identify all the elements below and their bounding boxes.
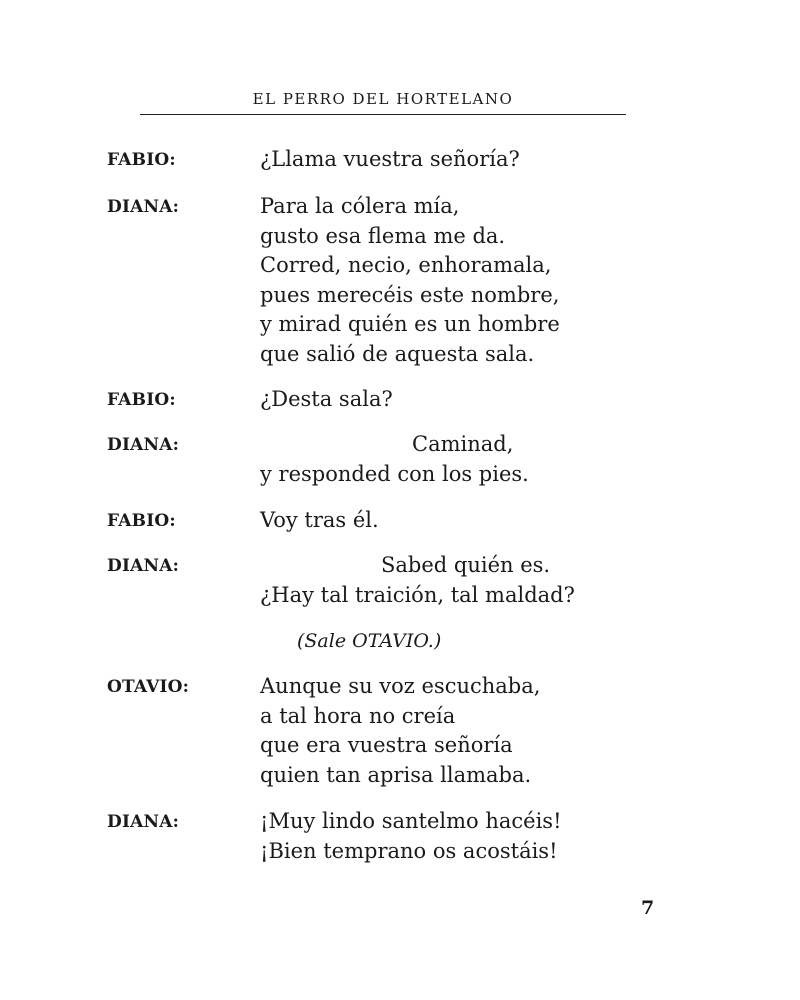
verse-line: Aunque su voz escuchaba, <box>260 674 541 698</box>
speaker-name: OTAVIO: <box>107 677 190 697</box>
page-number: 7 <box>641 897 655 919</box>
verse-line: pues merecéis este nombre, <box>260 282 560 307</box>
verse-line: ¿Llama vuestra señoría? <box>260 147 520 171</box>
verse-lines <box>260 506 680 536</box>
verse-lines <box>260 385 680 415</box>
verse-line: quien tan aprisa llamaba. <box>260 762 532 787</box>
verse-line: Voy tras él. <box>260 508 379 532</box>
verse-lines <box>260 192 680 370</box>
speaker-name: DIANA: <box>107 556 180 576</box>
verse-line: ¡Muy lindo santelmo hacéis! <box>260 809 562 833</box>
verse-lines <box>260 430 680 489</box>
header-rule <box>140 114 626 115</box>
verse-line: ¿Hay tal traición, tal maldad? <box>260 582 575 607</box>
speaker-name: DIANA: <box>107 435 180 455</box>
verse-line: Caminad, <box>412 432 514 456</box>
verse-lines <box>260 672 680 790</box>
verse-line: y mirad quién es un hombre <box>260 312 560 337</box>
verse-line: ¡Bien temprano os acostáis! <box>260 838 558 863</box>
speaker-name: FABIO: <box>107 390 176 410</box>
verse-line: que salió de aquesta sala. <box>260 341 535 366</box>
speaker-name: DIANA: <box>107 197 180 217</box>
speaker-name: DIANA: <box>107 812 180 832</box>
verse-line: Corred, necio, enhoramala, <box>260 253 552 278</box>
verse-line: ¿Desta sala? <box>260 387 393 411</box>
verse-lines <box>260 145 680 175</box>
running-header: EL PERRO DEL HORTELANO <box>252 90 514 108</box>
verse-line: a tal hora no creía <box>260 703 456 728</box>
verse-line: y responded con los pies. <box>260 461 529 486</box>
speaker-name: FABIO: <box>107 511 176 531</box>
speaker-name: FABIO: <box>107 150 176 170</box>
verse-lines <box>260 551 680 610</box>
verse-line: Sabed quién es. <box>381 553 551 577</box>
verse-line: gusto esa flema me da. <box>260 223 506 248</box>
stage-direction: (Sale OTAVIO.) <box>297 630 442 652</box>
verse-lines <box>260 807 680 866</box>
verse-line: que era vuestra señoría <box>260 733 513 758</box>
verse-line: Para la cólera mía, <box>260 194 460 218</box>
